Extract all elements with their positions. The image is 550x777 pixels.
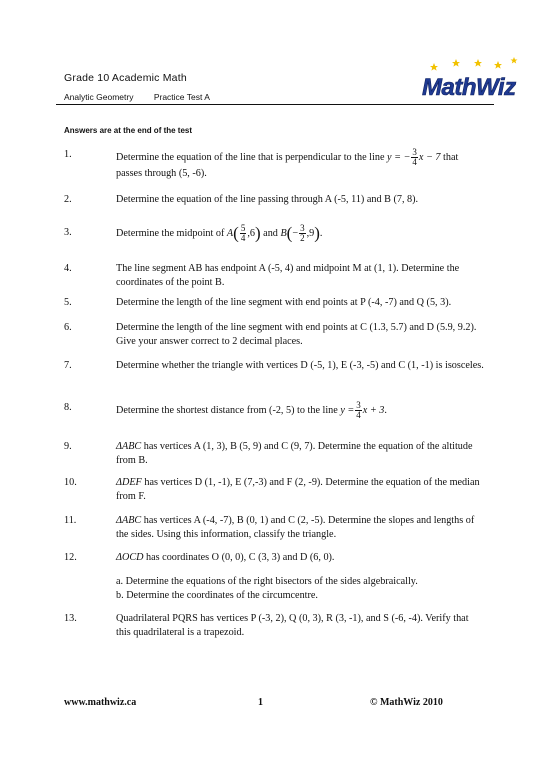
question-text [116, 440, 484, 467]
question-text [116, 551, 484, 565]
fraction-numerator: 3 [300, 223, 305, 233]
question-text-part: Determine the midpoint of [116, 227, 227, 239]
question-number: 6. [64, 322, 72, 333]
triangle-label: ΔABC [116, 515, 142, 526]
question-text-part: has vertices D (1, -1), E (7,-3) and F (2, -9). Determine the equation of the median from F. [116, 477, 480, 502]
fraction [299, 224, 306, 243]
page-number: 1 [258, 697, 263, 708]
equation-part: y = − [387, 151, 411, 163]
question-text: Determine the length of the line segment with end points at P (-4, -7) and Q (5, 3). [116, 297, 452, 308]
question-text-part: Determine the shortest distance from (-2, 5) to the line [116, 404, 341, 416]
question-text-part: Determine the equation of the line that is perpendicular to the line [116, 151, 388, 163]
question-text-part: . [319, 227, 323, 239]
point-label: B [280, 227, 287, 239]
point-label: A [226, 227, 234, 239]
question-number: 7. [64, 360, 72, 371]
question-number: 10. [64, 477, 77, 488]
question-number: 11. [64, 515, 77, 526]
star-icon [474, 59, 482, 67]
star-icon [430, 63, 438, 71]
question-text-part: has coordinates O (0, 0), C (3, 3) and D (6, 0). [143, 552, 335, 563]
fraction-denominator: 4 [240, 233, 246, 243]
sub-question-b: b. Determine the coordinates of the circumcentre. [116, 590, 318, 601]
question-number: 13. [64, 613, 77, 624]
coordinate-part: ,6 [247, 227, 255, 239]
question-text: The line segment AB has endpoint A (-5, 4) and midpoint M at (1, 1). Determine the coordinates of the point B. [116, 263, 460, 288]
triangle-label: ΔOCD [116, 552, 144, 563]
question-text: Determine the equation of the line passing through A (-5, 11) and B (7, 8). [116, 194, 419, 205]
triangle-label: ΔABC [116, 441, 142, 452]
sign: − [292, 227, 299, 239]
question-number: 12. [64, 552, 77, 563]
paren-open: ( [233, 223, 239, 243]
equation-part: x + 3 [362, 404, 385, 416]
question-text [116, 224, 484, 243]
star-icon [511, 57, 518, 64]
header-divider [56, 104, 494, 105]
subject-label: Analytic Geometry [64, 92, 134, 102]
question-text [116, 148, 484, 181]
question-text: Quadrilateral PQRS has vertices P (-3, 2), Q (0, 3), R (3, -1), and S (-6, -4). Verify that this quadrilateral is a trapezoid. [116, 613, 469, 638]
paren-open: ( [286, 223, 293, 243]
mathwiz-logo [420, 55, 520, 103]
question-number: 4. [64, 263, 72, 274]
footer-website: www.mathwiz.ca [64, 697, 137, 708]
answers-note: Answers are at the end of the test [64, 126, 193, 135]
fraction-denominator: 4 [412, 157, 417, 167]
question-number: 9. [64, 441, 72, 452]
fraction-numerator: 3 [412, 147, 417, 157]
sub-question-a: a. Determine the equations of the right bisectors of the sides algebraically. [116, 576, 418, 587]
question-text: Determine the length of the line segment with end points at C (1.3, 5.7) and D (5.9, 9.2). Give your answer correct to 2 decimal places. [116, 322, 477, 347]
question-text-part: and [260, 227, 281, 239]
paren-close: ) [254, 223, 261, 243]
svg-text:MathWiz: MathWiz [422, 74, 516, 101]
fraction [355, 401, 362, 420]
paren-close: ) [314, 223, 320, 243]
triangle-label: ΔDEF [116, 477, 142, 488]
question-number: 2. [64, 194, 72, 205]
equation-part: y = [340, 404, 355, 416]
star-icon [494, 61, 502, 69]
test-label: Practice Test A [153, 92, 210, 102]
question-text-part: has vertices A (1, 3), B (5, 9) and C (9, 7). Determine the equation of the altitude from B. [116, 441, 473, 466]
question-number: 5. [64, 297, 72, 308]
question-text-part: that passes through (5, -6). [116, 151, 459, 179]
question-number: 8. [64, 402, 72, 413]
question-text [116, 476, 484, 503]
question-text-part: . [384, 404, 387, 416]
equation-part: x − 7 [418, 151, 441, 163]
question-number: 1. [64, 149, 72, 160]
coordinate-part: ,9 [306, 227, 315, 239]
fraction-numerator: 5 [240, 223, 246, 233]
logo-graphic [420, 55, 520, 103]
question-text-part: has vertices A (-4, -7), B (0, 1) and C (2, -5). Determine the slopes and lengths of the sides. Using this information, classify the triangle. [116, 515, 475, 540]
question-text [116, 514, 484, 541]
question-text [116, 401, 484, 420]
page-subtitle [64, 92, 210, 102]
fraction-denominator: 2 [300, 233, 305, 243]
fraction-numerator: 3 [356, 400, 361, 410]
question-text: Determine whether the triangle with vertices D (-5, 1), E (-3, -5) and C (1, -1) is isosceles. [116, 360, 484, 371]
fraction-denominator: 4 [356, 410, 361, 420]
page-title: Grade 10 Academic Math [64, 72, 187, 84]
star-icon [452, 59, 460, 67]
fraction [240, 224, 247, 243]
fraction [411, 148, 418, 167]
footer-copyright: © MathWiz 2010 [370, 697, 443, 708]
question-number: 3. [64, 227, 72, 238]
